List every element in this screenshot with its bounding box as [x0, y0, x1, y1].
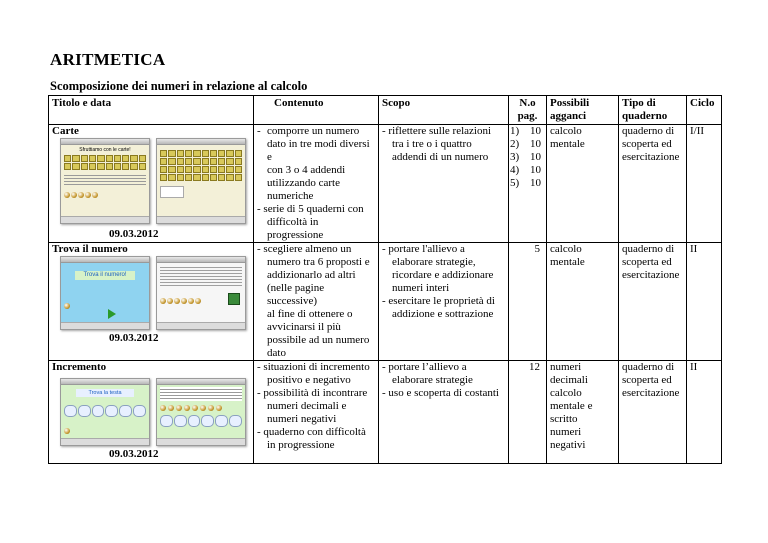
thumbnail-heading: Sfruttiamo con le carte!: [79, 147, 131, 153]
screenshot-thumbnail: [60, 256, 150, 330]
agganci-line: numeri: [550, 426, 582, 438]
cell-scopo: [379, 243, 509, 361]
cell-npag: 12: [509, 361, 547, 464]
screenshot-thumbnail: [60, 138, 150, 224]
tipo-line: esercitazione: [622, 151, 680, 163]
cell-contenuto: [254, 125, 379, 243]
activities-table: [48, 95, 722, 464]
contenuto-line: - possibilità di incontrare: [257, 387, 368, 399]
scopo-line: - uso e scoperta di costanti: [382, 387, 499, 399]
row-title: Trova il numero: [52, 243, 128, 255]
cell-tipo: [619, 243, 687, 361]
screenshot-thumbnail: [60, 378, 150, 446]
contenuto-line: - situazioni di incremento: [257, 361, 370, 373]
scopo-line: addendi di un numero: [392, 151, 489, 163]
header-npag: [509, 96, 547, 125]
table-header-row: [49, 96, 722, 125]
contenuto-line: numeri negativi: [267, 413, 337, 425]
contenuto-line: dato: [267, 347, 286, 359]
cell-scopo: [379, 361, 509, 464]
document-subtitle: Scomposizione dei numeri in relazione al calcolo: [50, 79, 308, 93]
agganci-line: negativi: [550, 439, 586, 451]
cell-agganci: [547, 125, 619, 243]
screenshot-thumbnail: [156, 138, 246, 224]
tipo-line: esercitazione: [622, 387, 680, 399]
scopo-line: numeri interi: [392, 282, 450, 294]
screenshot-thumbnail: [156, 378, 246, 446]
agganci-line: mentale: [550, 256, 585, 268]
cell-ciclo: I/II: [687, 125, 722, 243]
contenuto-line: (nelle pagine successive): [267, 282, 325, 307]
page-count-item: 3) 10: [510, 151, 541, 163]
contenuto-line: - quaderno con difficoltà: [257, 426, 366, 438]
header-titolo: Titolo e data: [49, 96, 254, 125]
header-ciclo: Ciclo: [687, 96, 722, 125]
page-count-item: 1) 10: [510, 125, 541, 137]
contenuto-line: - scegliere almeno un: [257, 243, 352, 255]
scopo-line: - portare l'allievo a: [382, 243, 465, 255]
header-npag-line2: pag.: [517, 110, 538, 122]
contenuto-line: con 3 o 4 addendi: [267, 164, 346, 176]
contenuto-line: numero tra 6 proposti e: [267, 256, 370, 268]
header-tipo-line2: quaderno: [622, 110, 668, 122]
header-agganci: [547, 96, 619, 125]
contenuto-line: in progressione: [267, 439, 335, 451]
tipo-line: scoperta ed: [622, 256, 672, 268]
screenshot-thumbnail: [156, 256, 246, 330]
contenuto-line: utilizzando carte: [267, 177, 340, 189]
header-contenuto: Contenuto: [254, 96, 379, 125]
agganci-line: calcolo: [550, 243, 582, 255]
table-row: [49, 361, 722, 464]
tipo-line: scoperta ed: [622, 374, 672, 386]
document-title: ARITMETICA: [50, 50, 166, 69]
cell-titolo: [49, 243, 254, 361]
agganci-line: mentale e: [550, 400, 593, 412]
scopo-line: - riflettere sulle relazioni: [382, 125, 492, 137]
cell-titolo: [49, 125, 254, 243]
row-date: 09.03.2012: [109, 332, 159, 344]
page-count-item: 5) 10: [510, 177, 541, 189]
header-npag-line1: N.o: [519, 97, 536, 109]
tipo-line: quaderno di: [622, 125, 675, 137]
row-date: 09.03.2012: [109, 228, 159, 240]
contenuto-line: numeriche: [267, 190, 314, 202]
thumbnail-heading: Trova la testa: [76, 389, 134, 397]
contenuto-line: - comporre un numero: [257, 125, 375, 138]
contenuto-line: numeri decimali e: [267, 400, 347, 412]
agganci-line: mentale: [550, 138, 585, 150]
agganci-line: calcolo: [550, 387, 582, 399]
contenuto-line: positivo e negativo: [267, 374, 351, 386]
page-count-item: 2) 10: [510, 138, 541, 150]
scopo-line: elaborare strategie,: [392, 256, 476, 268]
contenuto-line: avvicinarsi il più: [267, 321, 341, 333]
tipo-line: quaderno di: [622, 361, 675, 373]
page-count-item: 4) 10: [510, 164, 541, 176]
cell-npag: [509, 125, 547, 243]
cell-ciclo: II: [687, 243, 722, 361]
header-tipo: [619, 96, 687, 125]
cell-agganci: [547, 243, 619, 361]
contenuto-line: al fine di ottenere o: [267, 308, 353, 320]
cell-titolo: [49, 361, 254, 464]
tipo-line: esercitazione: [622, 269, 680, 281]
cell-tipo: [619, 125, 687, 243]
row-title: Incremento: [52, 361, 107, 373]
scopo-line: tra i tre o i quattro: [392, 138, 472, 150]
cell-ciclo: II: [687, 361, 722, 464]
cell-scopo: [379, 125, 509, 243]
row-title: Carte: [52, 125, 79, 137]
table-row: [49, 125, 722, 243]
scopo-line: elaborare strategie: [392, 374, 473, 386]
scopo-line: ricordare e addizionare: [392, 269, 494, 281]
scopo-line: - esercitare le proprietà di: [382, 295, 495, 307]
contenuto-line: - serie di 5 quaderni con: [257, 203, 364, 215]
tipo-line: quaderno di: [622, 243, 675, 255]
cell-tipo: [619, 361, 687, 464]
header-agganci-line1: Possibili: [550, 97, 590, 109]
scopo-line: addizione e sottrazione: [392, 308, 494, 320]
thumbnail-heading: Trova il numero!: [75, 271, 135, 280]
header-tipo-line1: Tipo di: [622, 97, 656, 109]
agganci-line: calcolo: [550, 125, 582, 137]
scopo-line: - portare l’allievo a: [382, 361, 467, 373]
agganci-line: scritto: [550, 413, 578, 425]
table-row: [49, 243, 722, 361]
contenuto-line: difficoltà in progressione: [267, 216, 324, 241]
cell-npag: 5: [509, 243, 547, 361]
contenuto-line: dato in tre modi diversi e: [267, 138, 370, 163]
contenuto-line: possibile ad un numero: [267, 334, 370, 346]
agganci-line: numeri: [550, 361, 582, 373]
row-date: 09.03.2012: [109, 448, 159, 460]
tipo-line: scoperta ed: [622, 138, 672, 150]
contenuto-line: addizionarlo ad altri: [267, 269, 356, 281]
cell-agganci: [547, 361, 619, 464]
agganci-line: decimali: [550, 374, 588, 386]
header-agganci-line2: agganci: [550, 110, 587, 122]
header-scopo: Scopo: [379, 96, 509, 125]
